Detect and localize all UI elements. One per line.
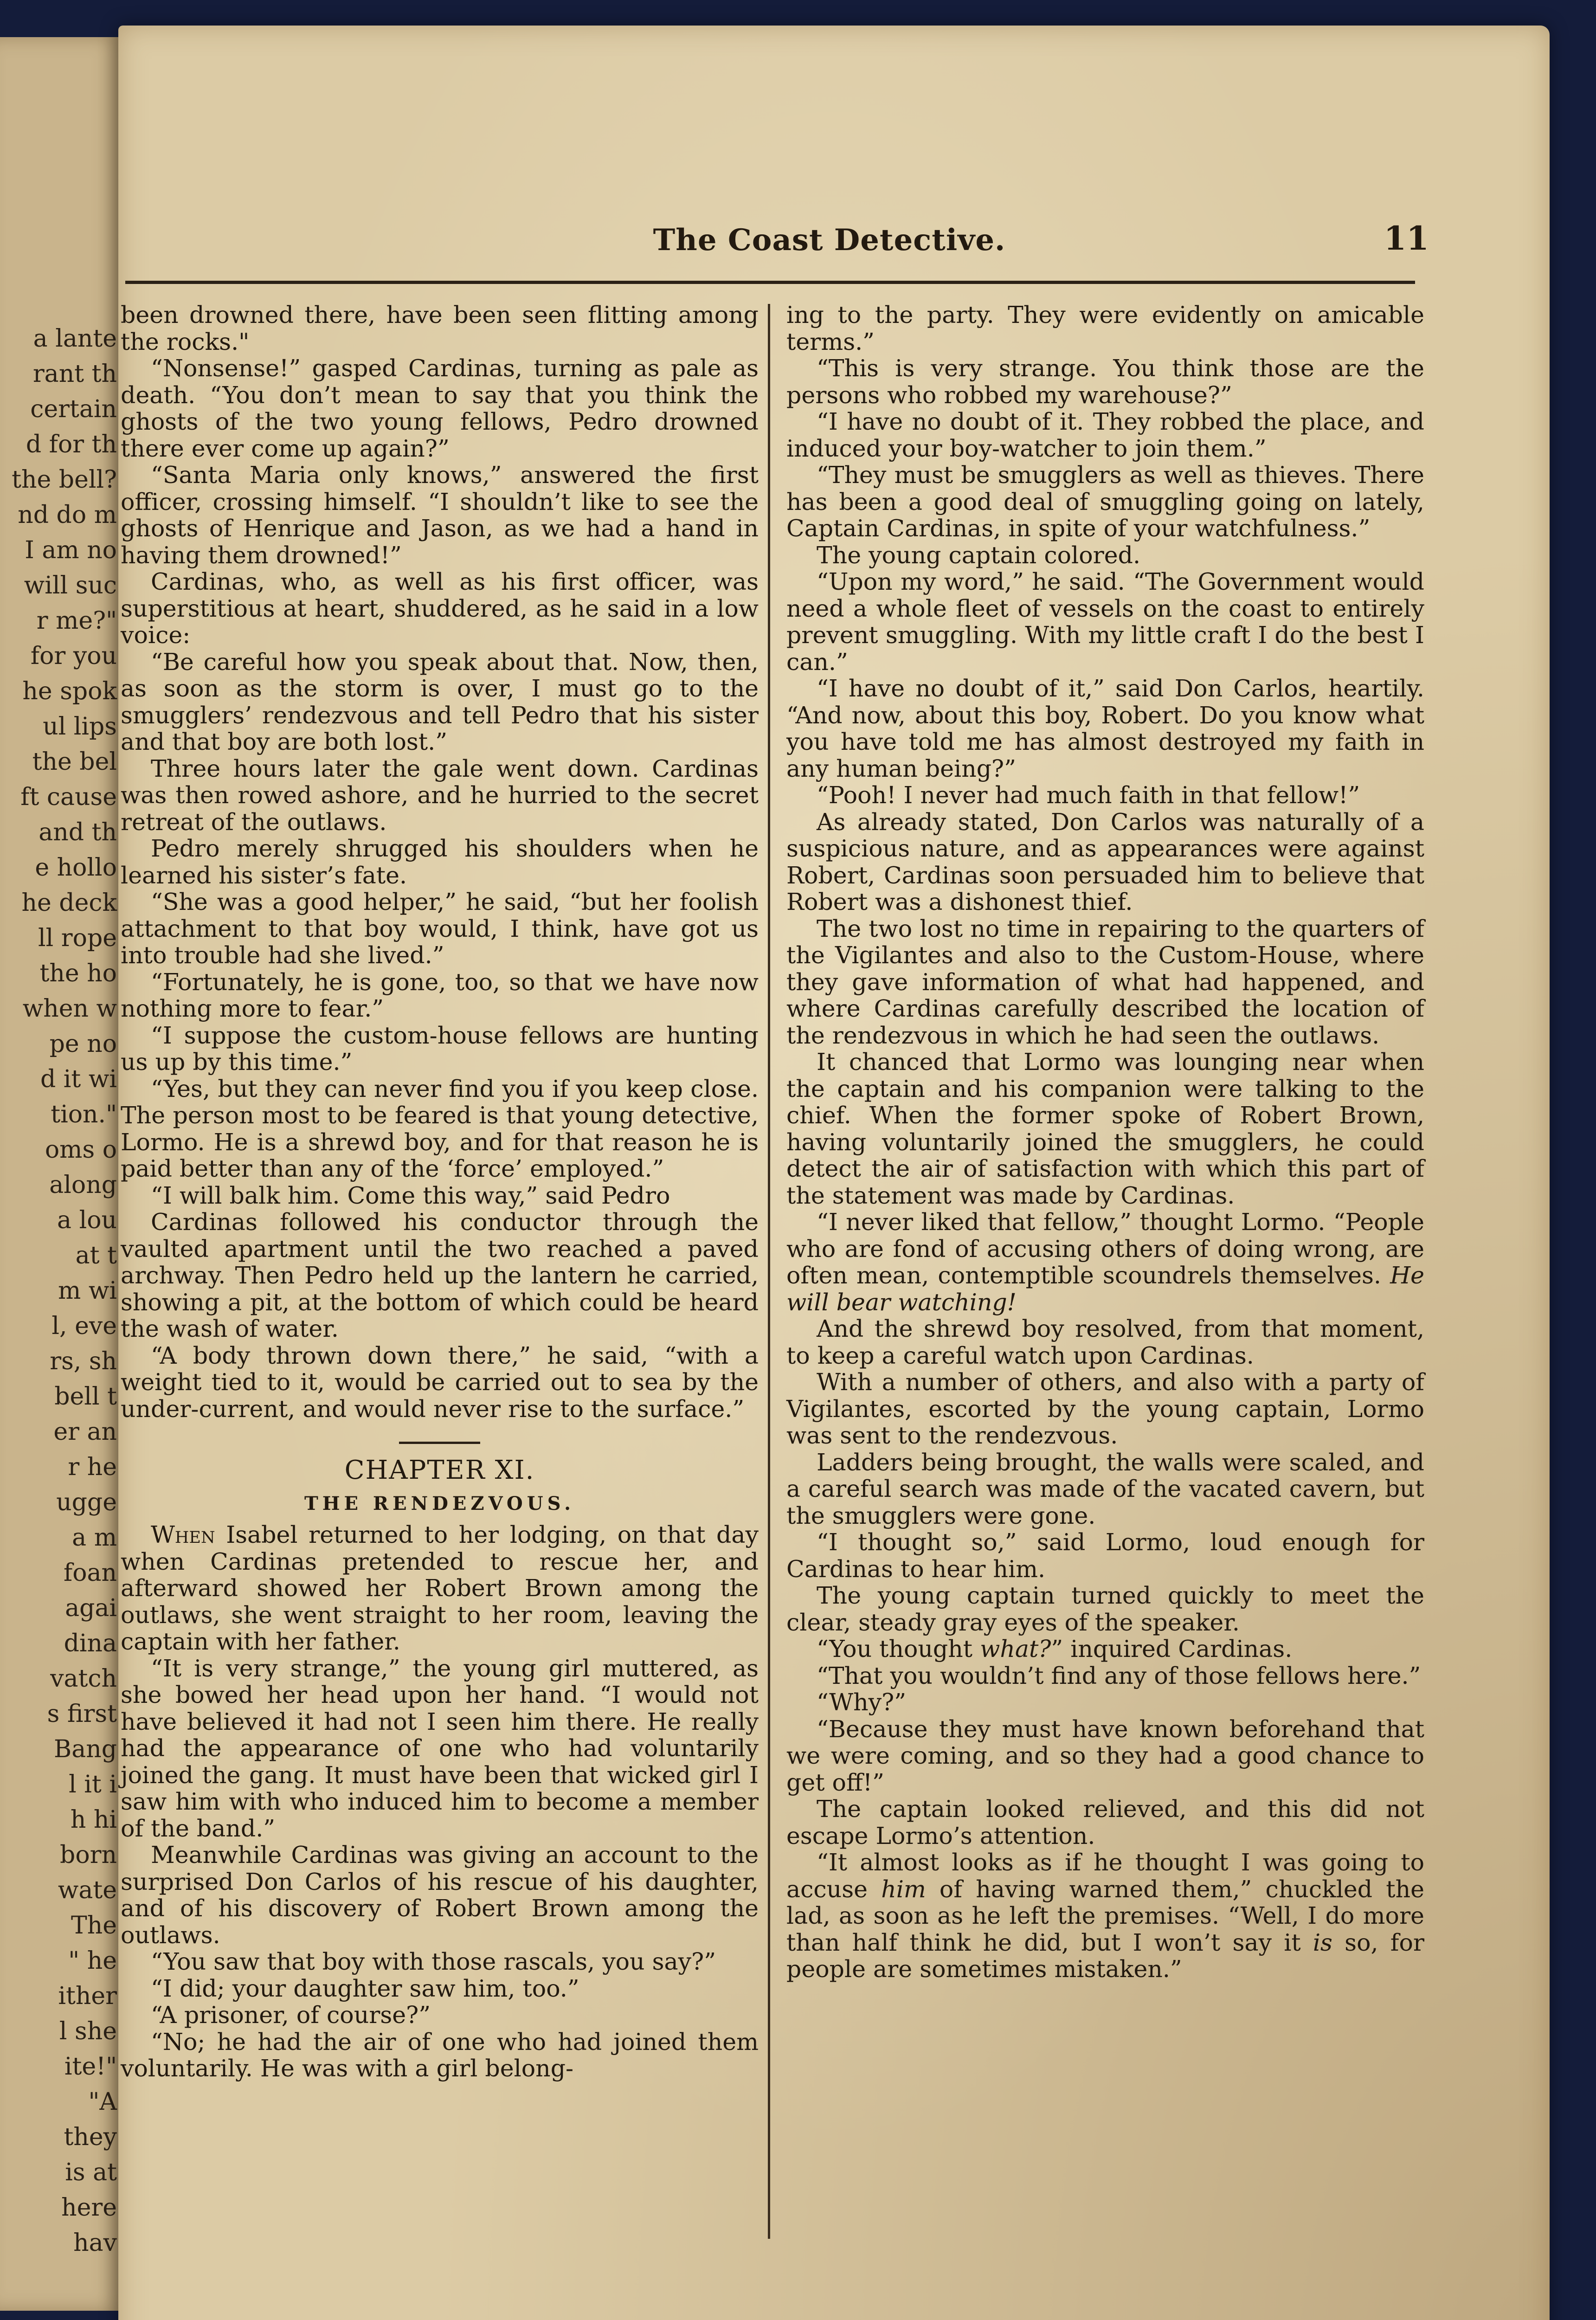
- paragraph-text: The two lost no time in repairing to the quarters of the Vigilantes and also to the Custom-House, where they gave information of what had happened, and where Cardinas carefully described the location of the rendezvous in which he had seen the outlaws.: [786, 915, 1424, 1049]
- paragraph-text: Ladders being brought, the walls were scaled, and a careful search was made of the vacated cavern, but the smugglers were gone.: [786, 1448, 1424, 1529]
- paragraph-text: The captain looked relieved, and this did not escape Lormo’s attention.: [786, 1795, 1424, 1850]
- paragraph-text: “They must be smugglers as well as thieves. There has been a good deal of smuggling going on lately, Captain Cardinas, in spite of your watchfulness.”: [786, 461, 1424, 542]
- paragraph-text: “It almost looks as if he thought I was going to accuse: [786, 1849, 1424, 1903]
- prev-page-fragment: d it wi: [40, 1065, 117, 1093]
- paragraph-text: “She was a good helper,” he said, “but her foolish attachment to that boy would, I think, have got us into trouble had she lived.”: [121, 888, 759, 969]
- right-paragraph: [786, 1663, 1424, 1689]
- paragraph-text: been drowned there, have been seen flitting among the rocks.": [121, 301, 759, 355]
- paragraph-text: Meanwhile Cardinas was giving an account to the surprised Don Carlos of his rescue of his daughter, and of his discovery of Robert Brown among the outlaws.: [121, 1841, 759, 1949]
- prev-page-fragment: dina: [64, 1630, 117, 1657]
- left-paragraph: [121, 889, 759, 969]
- paragraph-text: so, for people are sometimes mistaken.”: [786, 1928, 1424, 1983]
- prev-page-fragment: and th: [39, 818, 117, 846]
- left-paragraph: [121, 1209, 759, 1342]
- previous-page-edge: [0, 37, 128, 2311]
- paragraph-text: “I will balk him. Come this way,” said Pedro: [151, 1181, 670, 1209]
- left-column-text: [121, 302, 759, 1422]
- italic-text: him: [881, 1875, 926, 1903]
- left-paragraph: [121, 1342, 759, 1423]
- left-paragraph: [121, 1842, 759, 1948]
- prev-page-fragment: a lou: [57, 1206, 117, 1234]
- right-paragraph: [786, 1315, 1424, 1369]
- prev-page-fragment: rant th: [32, 360, 117, 388]
- right-paragraph: [786, 568, 1424, 675]
- prev-page-fragment: is at: [65, 2159, 117, 2186]
- paragraph-text: As already stated, Don Carlos was naturally of a suspicious nature, and as appearances were against Robert, Cardinas soon persuaded him to believe that Robert was a dishonest thief.: [786, 808, 1424, 915]
- running-head: The Coast Detective.: [653, 223, 1006, 258]
- prev-page-fragment: m wi: [58, 1277, 117, 1305]
- right-paragraph: [786, 542, 1424, 569]
- prev-page-fragment: s first: [47, 1700, 117, 1728]
- paragraph-text: ing to the party. They were evidently on amicable terms.”: [786, 301, 1424, 355]
- prev-page-fragment: vatch: [50, 1665, 117, 1693]
- italic-text: is: [1313, 1928, 1332, 1956]
- prev-page-fragment: oms o: [45, 1136, 117, 1164]
- paragraph-text: “Upon my word,” he said. “The Government would need a whole fleet of vessels on the coast to entirely prevent smuggling. With my little craft I do the best I can.”: [786, 568, 1424, 676]
- right-paragraph: [786, 1849, 1424, 1983]
- prev-page-fragment: hav: [73, 2229, 117, 2257]
- left-column-text-after-chapter: [121, 1655, 759, 2082]
- prev-page-fragment: born: [60, 1841, 117, 1869]
- paragraph-text: “It is very strange,” the young girl muttered, as she bowed her head upon her hand. “I would not have believed it had not I seen him there. He really had the appearance of one who had voluntarily joined the gang. It must have been that wicked girl I saw him with who induced him to become a member of the band.”: [121, 1654, 759, 1842]
- chapter-first-paragraph: [121, 1521, 759, 1655]
- paragraph-text: “Why?”: [817, 1688, 907, 1716]
- chapter-title: THE RENDEZVOUS.: [304, 1492, 575, 1514]
- prev-page-fragment: a m: [72, 1524, 117, 1552]
- paragraph-text: Three hours later the gale went down. Cardinas was then rowed ashore, and he hurried to the secret retreat of the outlaws.: [121, 754, 759, 836]
- paragraph-text: It chanced that Lormo was lounging near when the captain and his companion were talking to the chief. When the former spoke of Robert Brown, having voluntarily joined the smugglers, he could detect the air of satisfaction with which this part of the statement was made by Cardinas.: [786, 1048, 1424, 1209]
- prev-page-fragment: a lante: [33, 325, 117, 353]
- italic-text: what?: [980, 1635, 1051, 1663]
- right-column: [786, 302, 1424, 1983]
- paragraph-text: The young captain turned quickly to meet the clear, steady gray eyes of the speaker.: [786, 1582, 1424, 1636]
- prev-page-fragment: nd do m: [18, 501, 117, 529]
- right-paragraph: [786, 1689, 1424, 1716]
- right-paragraph: [786, 1449, 1424, 1529]
- paragraph-text: “A body thrown down there,” he said, “with a weight tied to it, would be carried out to sea by the under-current, and would never rise to the surface.”: [121, 1341, 759, 1423]
- prev-page-fragment: Bang: [54, 1735, 117, 1763]
- left-paragraph: [121, 969, 759, 1022]
- right-paragraph: [786, 355, 1424, 408]
- prev-page-fragment: at t: [75, 1242, 117, 1270]
- prev-page-fragment: bell t: [54, 1383, 117, 1411]
- prev-page-fragment: rs, sh: [50, 1347, 117, 1375]
- left-paragraph: [121, 568, 759, 649]
- left-paragraph: [121, 1022, 759, 1076]
- prev-page-fragment: the bel: [32, 748, 117, 776]
- prev-page-fragment: I am no: [25, 536, 117, 564]
- prev-page-fragment: er an: [53, 1418, 117, 1446]
- prev-page-fragment: they: [64, 2123, 117, 2151]
- paragraph-text: “Pooh! I never had much faith in that fellow!”: [817, 781, 1360, 809]
- left-paragraph: [121, 1655, 759, 1842]
- paragraph-text: “I suppose the custom-house fellows are hunting us up by this time.”: [121, 1021, 759, 1076]
- prev-page-fragment: foan: [63, 1559, 117, 1587]
- right-paragraph: [786, 1049, 1424, 1209]
- paragraph-text: Pedro merely shrugged his shoulders when he learned his sister’s fate.: [121, 835, 759, 889]
- prev-page-fragment: d for th: [26, 431, 117, 458]
- prev-page-fragment: along: [49, 1171, 117, 1199]
- paragraph-text: “You saw that boy with those rascals, you say?”: [151, 1948, 716, 1975]
- right-paragraph: [786, 915, 1424, 1049]
- prev-page-fragment: ft cause: [20, 783, 117, 811]
- right-paragraph: [786, 809, 1424, 915]
- chapter-divider: [399, 1442, 480, 1444]
- paragraph-text: And the shrewd boy resolved, from that moment, to keep a careful watch upon Cardinas.: [786, 1315, 1424, 1369]
- prev-page-fragment: for you: [30, 642, 117, 670]
- paragraph-text: “I never liked that fellow,” thought Lormo. “People who are fond of accusing others of doing wrong, are often mean, contemptible scoundrels themselves.: [786, 1208, 1424, 1289]
- chapter-heading: CHAPTER XI.: [344, 1455, 535, 1485]
- paragraph-text: “You thought: [817, 1635, 980, 1663]
- italic-text: He will bear watching!: [786, 1262, 1424, 1316]
- right-paragraph: [786, 302, 1424, 355]
- first-paragraph-text: Isabel returned to her lodging, on that day when Cardinas pretended to rescue her, and afterward showed her Robert Brown among the outlaws, she went straight to her room, leaving the captain with her father.: [121, 1521, 759, 1655]
- prev-page-fragment: h hi: [70, 1806, 117, 1834]
- prev-page-fragment: tion.": [51, 1101, 117, 1128]
- left-paragraph: [121, 649, 759, 755]
- right-paragraph: [786, 1796, 1424, 1849]
- left-paragraph: [121, 355, 759, 462]
- paragraph-text: “I thought so,” said Lormo, loud enough for Cardinas to hear him.: [786, 1528, 1424, 1583]
- prev-page-fragment: the ho: [39, 960, 117, 987]
- paragraph-text: Cardinas, who, as well as his first officer, was superstitious at heart, shuddered, as he said in a low voice:: [121, 568, 759, 649]
- left-paragraph: [121, 1076, 759, 1182]
- right-paragraph: [786, 462, 1424, 542]
- prev-page-fragment: certain: [30, 395, 117, 423]
- paragraph-text: “This is very strange. You think those are the persons who robbed my warehouse?”: [786, 354, 1424, 409]
- paragraph-text: With a number of others, and also with a party of Vigilantes, escorted by the young captain, Lormo was sent to the rendezvous.: [786, 1368, 1424, 1449]
- page-header: [123, 219, 1536, 274]
- prev-page-fragment: wate: [58, 1876, 117, 1904]
- paragraph-text: “That you wouldn’t find any of those fellows here.”: [817, 1662, 1421, 1689]
- right-paragraph: [786, 1636, 1424, 1663]
- paragraph-text: “Be careful how you speak about that. Now, then, as soon as the storm is over, I must go to the smugglers’ rendezvous and tell Pedro that his sister and that boy are both lost.”: [121, 648, 759, 755]
- paragraph-text: “Santa Maria only knows,” answered the first officer, crossing himself. “I shouldn’t like to see the ghosts of Henrique and Jason, as we had a hand in having them drowned!”: [121, 461, 759, 569]
- left-paragraph: [121, 302, 759, 355]
- left-paragraph: [121, 835, 759, 889]
- prev-page-fragment: here: [61, 2194, 117, 2222]
- paragraph-text: The young captain colored.: [817, 541, 1140, 569]
- left-paragraph: [121, 2029, 759, 2082]
- prev-page-fragment: l, eve: [51, 1312, 117, 1340]
- right-paragraph: [786, 1369, 1424, 1449]
- column-rule: [768, 304, 770, 2239]
- paragraph-text: “A prisoner, of course?”: [151, 2001, 431, 2029]
- right-paragraph: [786, 1529, 1424, 1582]
- header-rule: [125, 281, 1415, 284]
- prev-page-fragment: ither: [58, 1982, 117, 2010]
- page-number: 11: [1384, 219, 1429, 258]
- prev-page-fragment: r he: [68, 1453, 117, 1481]
- paragraph-text: “Nonsense!” gasped Cardinas, turning as pale as death. “You don’t mean to say that you think the ghosts of the two young fellows, Pedro drowned there ever come up again?”: [121, 354, 759, 462]
- prev-page-fragment: will suc: [24, 572, 117, 599]
- paragraph-text: “Yes, but they can never find you if you keep close. The person most to be feared is that young detective, Lormo. He is a shrewd boy, and for that reason he is paid better than any of the ‘force’ employed.”: [121, 1075, 759, 1182]
- right-paragraph: [786, 675, 1424, 782]
- right-paragraph: [786, 1209, 1424, 1315]
- left-paragraph: [121, 1182, 759, 1209]
- paragraph-text: Cardinas followed his conductor through the vaulted apartment until the two reached a paved archway. Then Pedro held up the lantern he carried, showing a pit, at the bottom of which could be heard the wash of water.: [121, 1208, 759, 1342]
- prev-page-fragment: l she: [59, 2017, 117, 2045]
- left-paragraph: [121, 755, 759, 836]
- paragraph-text: of having warned them,” chuckled the lad, as soon as he left the premises. “Well, I do more than half think he did, but I won’t say it: [786, 1875, 1424, 1956]
- left-column: [121, 302, 759, 2082]
- paragraph-text: “I have no doubt of it,” said Don Carlos, heartily. “And now, about this boy, Robert. Do you know what you have told me has almost destroyed my faith in any human being?”: [786, 675, 1424, 782]
- paragraph-text: “I have no doubt of it. They robbed the place, and induced your boy-watcher to join them.”: [786, 408, 1424, 462]
- prev-page-fragment: l it i: [69, 1771, 117, 1798]
- prev-page-fragment: the bell?: [12, 466, 117, 494]
- paragraph-text: “No; he had the air of one who had joined them voluntarily. He was with a girl belong-: [121, 2028, 759, 2082]
- left-paragraph: [121, 1975, 759, 2002]
- right-paragraph: [786, 1582, 1424, 1636]
- right-paragraph: [786, 782, 1424, 809]
- left-paragraph: [121, 462, 759, 568]
- prev-page-fragment: "A: [88, 2088, 117, 2116]
- paragraph-text: “I did; your daughter saw him, too.”: [151, 1974, 579, 2002]
- drop-word: When: [151, 1521, 215, 1548]
- prev-page-fragment: he spok: [22, 677, 117, 705]
- prev-page-fragment: r me?": [36, 607, 117, 635]
- prev-page-fragment: pe no: [49, 1030, 117, 1058]
- prev-page-fragment: when w: [22, 995, 117, 1023]
- prev-page-fragment: The: [71, 1912, 117, 1940]
- prev-page-fragment: ul lips: [43, 713, 117, 741]
- prev-page-fragment: agai: [65, 1594, 117, 1622]
- prev-page-fragment: " he: [68, 1947, 117, 1975]
- prev-page-fragment: ugge: [56, 1489, 117, 1516]
- right-paragraph: [786, 408, 1424, 462]
- prev-page-fragment: he deck: [21, 889, 117, 917]
- paragraph-text: “Because they must have known beforehand that we were coming, and so they had a good chance to get off!”: [786, 1715, 1424, 1796]
- prev-page-fragment: ll rope: [38, 924, 117, 952]
- left-paragraph: [121, 2002, 759, 2029]
- right-paragraph: [786, 1716, 1424, 1796]
- left-paragraph: [121, 1948, 759, 1975]
- paragraph-text: “Fortunately, he is gone, too, so that we have now nothing more to fear.”: [121, 968, 759, 1022]
- prev-page-fragment: e hollo: [35, 854, 117, 882]
- prev-page-fragment: ite!": [64, 2053, 117, 2081]
- paragraph-text: ” inquired Cardinas.: [1051, 1635, 1293, 1663]
